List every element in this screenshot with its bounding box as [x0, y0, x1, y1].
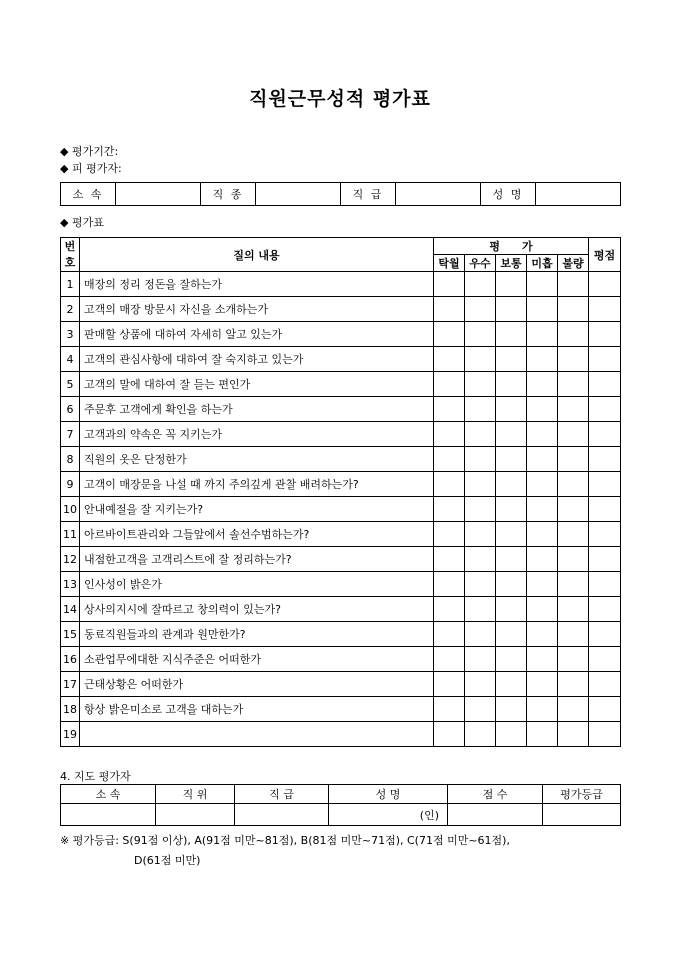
row-number: 4 — [61, 347, 80, 372]
table-row — [61, 572, 621, 597]
score-cell[interactable] — [589, 322, 621, 347]
grade-cell[interactable] — [465, 347, 496, 372]
row-number: 6 — [61, 397, 80, 422]
grade-cell[interactable] — [496, 447, 527, 472]
grade-cell[interactable] — [496, 422, 527, 447]
grade-cell[interactable] — [527, 522, 558, 547]
instructor-col-grade: 평가등급 — [543, 785, 621, 804]
row-question: 항상 밝은미소로 고객을 대하는가 — [80, 697, 434, 722]
grade-cell[interactable] — [527, 497, 558, 522]
grade-cell[interactable] — [558, 497, 589, 522]
bullet-icon: ◆ — [60, 145, 69, 158]
instructor-heading: 4. 지도 평가자 — [60, 770, 131, 783]
score-cell[interactable] — [589, 447, 621, 472]
info-label-rank: 직 급 — [341, 183, 396, 206]
grade-cell[interactable] — [558, 722, 589, 747]
grade-cell[interactable] — [434, 572, 465, 597]
score-cell[interactable] — [589, 722, 621, 747]
instructor-table — [60, 784, 621, 826]
table-row — [61, 697, 621, 722]
row-number: 18 — [61, 697, 80, 722]
grade-cell[interactable] — [496, 722, 527, 747]
grade-cell[interactable] — [434, 472, 465, 497]
score-cell[interactable] — [589, 422, 621, 447]
grade-cell[interactable] — [434, 422, 465, 447]
grade-cell[interactable] — [434, 297, 465, 322]
grade-cell[interactable] — [527, 672, 558, 697]
table-row — [61, 347, 621, 372]
evaluatee-line — [60, 160, 122, 176]
score-cell[interactable] — [589, 347, 621, 372]
grade-cell[interactable] — [434, 722, 465, 747]
table-row — [61, 322, 621, 347]
grade-cell[interactable] — [527, 447, 558, 472]
row-number: 10 — [61, 497, 80, 522]
grade-cell[interactable] — [496, 622, 527, 647]
page-title: 직원근무성적 평가표 — [249, 88, 431, 110]
table-row — [61, 647, 621, 672]
grade-cell[interactable] — [465, 647, 496, 672]
row-question: 내점한고객을 고객리스트에 잘 정리하는가? — [80, 547, 434, 572]
period-line — [60, 143, 118, 159]
grade-cell[interactable] — [558, 422, 589, 447]
score-cell[interactable] — [589, 497, 621, 522]
row-number: 9 — [61, 472, 80, 497]
grade-cell[interactable] — [496, 697, 527, 722]
grade-cell[interactable] — [558, 272, 589, 297]
grade-cell[interactable] — [496, 272, 527, 297]
row-number: 2 — [61, 297, 80, 322]
grade-cell[interactable] — [465, 597, 496, 622]
grade-cell[interactable] — [434, 347, 465, 372]
instructor-dept-field[interactable] — [61, 804, 156, 826]
grade-cell[interactable] — [465, 572, 496, 597]
instructor-col-dept: 소 속 — [61, 785, 156, 804]
row-question: 고객의 관심사항에 대하여 잘 숙지하고 있는가 — [80, 347, 434, 372]
grade-cell[interactable] — [496, 597, 527, 622]
grade-cell[interactable] — [527, 722, 558, 747]
grade-cell[interactable] — [496, 547, 527, 572]
grade-cell[interactable] — [527, 422, 558, 447]
score-cell[interactable] — [589, 372, 621, 397]
row-question: 고객이 매장문을 나설 때 까지 주의깊게 관찰 배려하는가? — [80, 472, 434, 497]
grade-cell[interactable] — [434, 272, 465, 297]
grade-header: 우수 — [465, 255, 496, 272]
grade-cell[interactable] — [527, 397, 558, 422]
grade-cell[interactable] — [496, 672, 527, 697]
row-number: 17 — [61, 672, 80, 697]
row-question: 근태상황은 어떠한가 — [80, 672, 434, 697]
score-cell[interactable] — [589, 672, 621, 697]
instructor-col-position: 직 위 — [156, 785, 235, 804]
grade-cell[interactable] — [434, 497, 465, 522]
row-number: 8 — [61, 447, 80, 472]
grade-cell[interactable] — [465, 522, 496, 547]
grade-header: 미흡 — [527, 255, 558, 272]
row-question: 소관업무에대한 지식주준은 어떠한가 — [80, 647, 434, 672]
grade-cell[interactable] — [496, 472, 527, 497]
evaluation-table — [60, 237, 621, 747]
score-cell[interactable] — [589, 272, 621, 297]
row-question: 판매할 상품에 대하여 자세히 알고 있는가 — [80, 322, 434, 347]
grade-cell[interactable] — [558, 672, 589, 697]
row-number: 7 — [61, 422, 80, 447]
rank-field[interactable] — [396, 183, 481, 206]
row-number: 11 — [61, 522, 80, 547]
row-question: 고객과의 약속은 꼭 지키는가 — [80, 422, 434, 447]
name-field[interactable] — [536, 183, 621, 206]
grade-cell[interactable] — [465, 472, 496, 497]
grade-cell[interactable] — [465, 372, 496, 397]
grade-cell[interactable] — [465, 722, 496, 747]
grade-cell[interactable] — [558, 572, 589, 597]
col-no-header: 번호 — [61, 238, 80, 272]
table-row — [61, 297, 621, 322]
row-number: 12 — [61, 547, 80, 572]
grade-cell[interactable] — [527, 647, 558, 672]
table-row — [61, 497, 621, 522]
instructor-grade-field[interactable] — [543, 804, 621, 826]
instructor-col-name: 성 명 — [329, 785, 448, 804]
grade-cell[interactable] — [558, 397, 589, 422]
score-cell[interactable] — [589, 597, 621, 622]
row-question: 고객의 말에 대하여 잘 듣는 편인가 — [80, 372, 434, 397]
grade-cell[interactable] — [558, 447, 589, 472]
grade-cell[interactable] — [496, 347, 527, 372]
table-row — [61, 597, 621, 622]
col-score-header: 평점 — [589, 238, 621, 272]
grade-cell[interactable] — [527, 547, 558, 572]
table-row — [61, 447, 621, 472]
grade-cell[interactable] — [558, 622, 589, 647]
score-cell[interactable] — [589, 547, 621, 572]
grade-cell[interactable] — [465, 672, 496, 697]
grade-cell[interactable] — [465, 547, 496, 572]
grade-cell[interactable] — [434, 547, 465, 572]
instructor-col-rank: 직 급 — [235, 785, 329, 804]
col-question-header: 질의 내용 — [80, 238, 434, 272]
row-number: 19 — [61, 722, 80, 747]
grade-cell[interactable] — [496, 572, 527, 597]
grade-cell[interactable] — [434, 522, 465, 547]
grade-cell[interactable] — [527, 622, 558, 647]
grade-cell[interactable] — [527, 697, 558, 722]
grade-cell[interactable] — [434, 447, 465, 472]
grade-cell[interactable] — [558, 347, 589, 372]
instructor-seal[interactable]: (인) — [329, 804, 448, 826]
score-cell[interactable] — [589, 697, 621, 722]
grade-cell[interactable] — [558, 547, 589, 572]
score-cell[interactable] — [589, 647, 621, 672]
table-row — [61, 622, 621, 647]
grade-cell[interactable] — [558, 697, 589, 722]
grade-cell[interactable] — [434, 372, 465, 397]
grade-cell[interactable] — [465, 497, 496, 522]
row-question: 인사성이 밝은가 — [80, 572, 434, 597]
row-number: 16 — [61, 647, 80, 672]
period-label: 평가기간: — [71, 145, 119, 158]
table-row — [61, 722, 621, 747]
row-number: 1 — [61, 272, 80, 297]
row-question: 주문후 고객에게 확인을 하는가 — [80, 397, 434, 422]
row-question: 상사의지시에 잘따르고 창의력이 있는가? — [80, 597, 434, 622]
grade-note: ※ 평가등급: S(91점 이상), A(91점 미만~81점), B(81점 미만~71점), C(71점 미만~61점), — [60, 834, 510, 847]
grade-cell[interactable] — [434, 697, 465, 722]
score-cell[interactable] — [589, 572, 621, 597]
grade-cell[interactable] — [558, 522, 589, 547]
grade-cell[interactable] — [465, 697, 496, 722]
grade-cell[interactable] — [527, 597, 558, 622]
instructor-rank-field[interactable] — [235, 804, 329, 826]
row-question — [80, 722, 434, 747]
row-number: 14 — [61, 597, 80, 622]
score-cell[interactable] — [589, 297, 621, 322]
grade-cell[interactable] — [558, 597, 589, 622]
grade-cell[interactable] — [558, 297, 589, 322]
grade-cell[interactable] — [434, 672, 465, 697]
grade-header: 불량 — [558, 255, 589, 272]
grade-cell[interactable] — [434, 322, 465, 347]
grade-cell[interactable] — [465, 422, 496, 447]
grade-cell[interactable] — [558, 647, 589, 672]
grade-cell[interactable] — [496, 322, 527, 347]
grade-cell[interactable] — [434, 647, 465, 672]
instructor-position-field[interactable] — [156, 804, 235, 826]
row-number: 3 — [61, 322, 80, 347]
grade-cell[interactable] — [527, 572, 558, 597]
evaluatee-label: 피 평가자: — [71, 162, 122, 175]
score-cell[interactable] — [589, 397, 621, 422]
row-question: 아르바이트관리와 그들앞에서 솔선수범하는가? — [80, 522, 434, 547]
info-table — [60, 182, 621, 206]
grade-cell[interactable] — [465, 447, 496, 472]
dept-field[interactable] — [116, 183, 201, 206]
grade-note-cont: D(61점 미만) — [134, 854, 201, 867]
table-row — [61, 272, 621, 297]
row-question: 직원의 옷은 단정한가 — [80, 447, 434, 472]
grade-cell[interactable] — [465, 622, 496, 647]
row-number: 5 — [61, 372, 80, 397]
instructor-score-field[interactable] — [448, 804, 543, 826]
grade-cell[interactable] — [558, 322, 589, 347]
bullet-icon: ◆ — [60, 216, 69, 229]
table-row — [61, 422, 621, 447]
table-row — [61, 372, 621, 397]
info-label-dept: 소 속 — [61, 183, 116, 206]
table-heading — [60, 214, 104, 230]
table-row — [61, 672, 621, 697]
grade-cell[interactable] — [496, 372, 527, 397]
grade-cell[interactable] — [434, 597, 465, 622]
bullet-icon: ◆ — [60, 162, 69, 175]
grade-cell[interactable] — [558, 372, 589, 397]
row-question: 고객의 매장 방문시 자신을 소개하는가 — [80, 297, 434, 322]
grade-cell[interactable] — [496, 647, 527, 672]
grade-cell[interactable] — [527, 347, 558, 372]
grade-cell[interactable] — [496, 522, 527, 547]
score-cell[interactable] — [589, 522, 621, 547]
grade-cell[interactable] — [434, 622, 465, 647]
info-label-job: 직 종 — [201, 183, 256, 206]
grade-header: 보통 — [496, 255, 527, 272]
row-number: 13 — [61, 572, 80, 597]
row-question: 안내예절을 잘 지키는가? — [80, 497, 434, 522]
row-question: 매장의 정리 정돈을 잘하는가 — [80, 272, 434, 297]
job-field[interactable] — [256, 183, 341, 206]
row-question: 동료직원들과의 관계과 원만한가? — [80, 622, 434, 647]
table-label: 평가표 — [71, 216, 104, 229]
score-cell[interactable] — [589, 472, 621, 497]
table-row — [61, 397, 621, 422]
grade-cell[interactable] — [496, 497, 527, 522]
grade-cell[interactable] — [527, 322, 558, 347]
grade-cell[interactable] — [465, 272, 496, 297]
table-row — [61, 547, 621, 572]
grade-cell[interactable] — [527, 297, 558, 322]
grade-cell[interactable] — [527, 472, 558, 497]
grade-cell[interactable] — [465, 297, 496, 322]
grade-cell[interactable] — [496, 297, 527, 322]
grade-cell[interactable] — [465, 322, 496, 347]
grade-cell[interactable] — [465, 397, 496, 422]
table-row — [61, 522, 621, 547]
score-cell[interactable] — [589, 622, 621, 647]
table-row — [61, 472, 621, 497]
grade-header: 탁월 — [434, 255, 465, 272]
col-eval-header: 평 가 — [434, 238, 589, 255]
grade-cell[interactable] — [558, 472, 589, 497]
grade-cell[interactable] — [527, 272, 558, 297]
row-number: 15 — [61, 622, 80, 647]
grade-cell[interactable] — [434, 397, 465, 422]
instructor-col-score: 점 수 — [448, 785, 543, 804]
grade-cell[interactable] — [496, 397, 527, 422]
grade-cell[interactable] — [527, 372, 558, 397]
info-label-name: 성 명 — [481, 183, 536, 206]
